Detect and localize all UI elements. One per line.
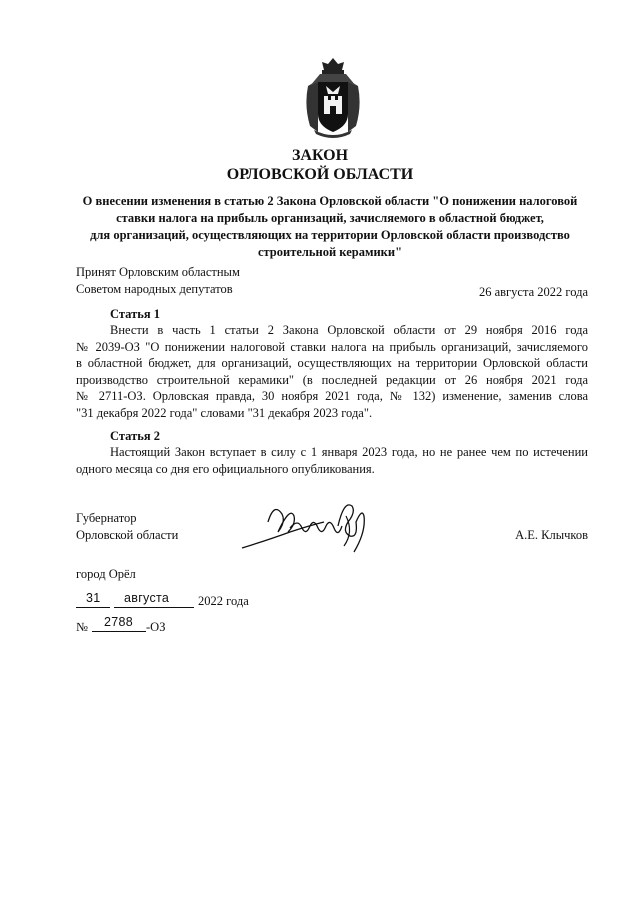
city-label: город Орёл bbox=[76, 567, 136, 581]
adoption-date: 26 августа 2022 года bbox=[478, 285, 588, 299]
article2-line: Настоящий Закон вступает в силу с 1 января 2023 года, но не ранее чем по истечении bbox=[110, 445, 588, 459]
number-underline bbox=[92, 631, 146, 632]
law-subtitle bbox=[60, 193, 600, 261]
signatory-name: А.Е. Клычков bbox=[515, 528, 588, 542]
signatory-position: Губернатор bbox=[76, 511, 137, 525]
article1-heading: Статья 1 bbox=[110, 307, 160, 321]
article1-line: Внести в часть 1 статьи 2 Закона Орловской области от 29 ноября 2016 года bbox=[110, 323, 588, 337]
article1-line: № 2711-ОЗ. Орловская правда, 30 ноября 2021 года, № 132) изменение, заменив слова bbox=[76, 389, 588, 403]
signing-year: 2022 года bbox=[198, 594, 249, 608]
article1-line: № 2039-ОЗ "О понижении налоговой ставки налога на прибыль организаций, зачисляемого bbox=[76, 339, 588, 354]
region-title: ОРЛОВСКОЙ ОБЛАСТИ bbox=[226, 166, 414, 183]
subtitle-line: строительной керамики" bbox=[257, 245, 403, 259]
signature-icon bbox=[238, 492, 372, 558]
article1-line: производство строительной керамики" (в последней редакции от 26 ноября 2021 года bbox=[76, 372, 588, 387]
law-number: 2788 bbox=[104, 615, 134, 629]
law-number-prefix: № bbox=[76, 620, 88, 634]
law-title: ЗАКОН bbox=[291, 147, 349, 164]
article2-heading: Статья 2 bbox=[110, 429, 160, 443]
signing-month: августа bbox=[124, 591, 170, 605]
day-underline bbox=[76, 607, 110, 608]
article2-line: одного месяца со дня его официального опубликования. bbox=[76, 461, 375, 476]
article1-line: в областной бюджет, для организаций, осуществляющих на территории Орловской области bbox=[76, 356, 588, 370]
signing-day: 31 bbox=[86, 591, 101, 605]
article1-line: "31 декабря 2022 года" словами "31 декабря 2023 года". bbox=[76, 405, 373, 420]
law-number-suffix: -ОЗ bbox=[146, 620, 166, 634]
signatory-region: Орловской области bbox=[76, 528, 179, 542]
coat-of-arms-icon bbox=[300, 56, 366, 138]
subtitle-line: О внесении изменения в статью 2 Закона Орловской области "О понижении налоговой bbox=[82, 194, 578, 208]
adoption-line2: Советом народных депутатов bbox=[76, 282, 233, 296]
month-underline bbox=[114, 607, 194, 608]
subtitle-line: для организаций, осуществляющих на территории Орловской области производство bbox=[90, 228, 570, 242]
adoption-line1: Принят Орловским областным bbox=[76, 265, 240, 279]
subtitle-line: ставки налога на прибыль организаций, зачисляемого в областной бюджет, bbox=[116, 211, 544, 225]
